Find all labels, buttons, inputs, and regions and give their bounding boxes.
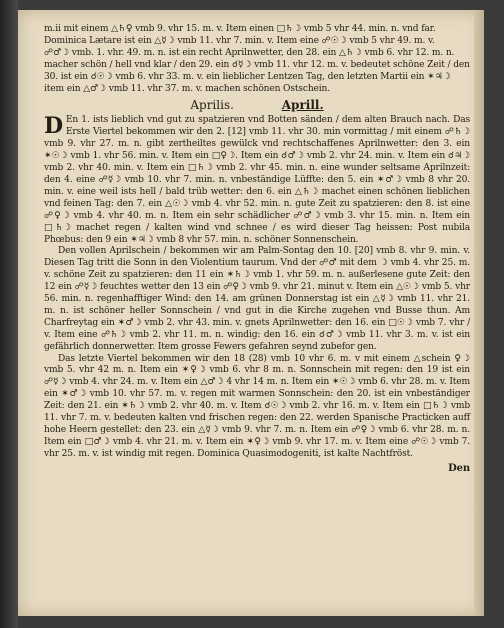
text-line: macher schön / hell vnd klar / den 29. ein ☌☿☽ vmb 11. vhr 12. m. v. bedeutet schöne Zeit / den	[44, 59, 470, 70]
book-binding	[0, 0, 18, 628]
paragraph-1-text: En 1. ists lieblich vnd gut zu spatzieren vnd Botten sänden / dem alten Brauch nach. Das Erste Viertel bekommen wir den 2. [12] vmb 11. vhr 30. min vormittag / mit einem ☍♄☽ vmb 9. vhr 27. m. n. gibt zertheiltes gewülck vnd rechtschaffenes Aprilnwetter: den 3. ein ✶☉☽ vmb 1. vhr 56. min. v. Item ein □♀☽. Item ein ☌♂☽ vmb 2. vhr 24. min. v. Item ein ☌♃☽ vmb 2. vhr 40. min. v. Item ein □♄☽ vmb 2. vhr 45. min. n. eine wunder seltsame Aprilnzeit: den 4. eine ☍☿☽ vmb 10. vhr 7. min. n. vnbeständige Lüffte: den 5. ein ✶♂☽ vmb 8 vhr 20. min. v. eine weil ists hell / bald trüb wetter: den 6. ein △♄☽ machet einen schönen lieblichen vnd feinen Tag: den 7. ein △☉☽ vmb 4. vhr 52. min. n. gute Zeit zu spatzieren: den 8. ist eine ☍♀☽ vmb 4. vhr 40. m. n. Item ein sehr schädlicher ☍♂☽ vmb 3. vhr 15. min. n. Item ein □♄☽ machet regen / kalten wind vnd schnee / es wird dieser Tag heissen: Post nubila Phœbus: den 9 ein ✶♃☽ vmb 8 vhr 57. min. n. schöner Sonnenschein.	[44, 115, 470, 245]
text-line: item ein △♂☽ vmb 11. vhr 37. m. v. machen schönen Ostschein.	[44, 83, 330, 94]
paragraph-1	[44, 115, 470, 246]
book-page	[18, 10, 484, 616]
text-line: Dominica Lætare ist ein △☿☽ vmb 11. vhr 7. min. v. Item eine ☍☉☽ vmb 5 vhr 49. m. v.	[44, 35, 435, 46]
section-heading	[44, 97, 470, 113]
text-line: 30. ist ein ☌☉☽ vmb 6. vhr 33. m. v. ein lieblicher Lentzen Tag, den letzten Martii ein ✶♃☽	[44, 71, 451, 82]
text-line: m.ii mit einem △♄♀ vmb 9. vhr 15. m. v. Item einen □♄☽ vmb 5 vhr 44. min. n. vnd far.	[44, 24, 436, 34]
heading-german: Aprill.	[281, 98, 324, 113]
heading-latin: Aprilis.	[190, 98, 234, 113]
paragraph-2: Den vollen Aprilschein / bekommen wir am Palm-Sontag den 10. [20] vmb 8. vhr 9. min. v. Diesen Tag tritt die Sonn in den Violentium taurum. Vnd der ☍♂ mit dem ☽ vmb 4. vhr 25. m. v. schöne Zeit zu spatzieren: den 11 ein ✶♄☽ vmb 1. vhr 59. m. n. außerlesene gute Zeit: den 12 ein ☍☿☽ feuchtes wetter den 13 ein ☍♀☽ vmb 9. vhr 21. minut v. Item ein △☉☽ vmb 5. vhr 56. min. n. regenhafftiger Wind: den 14. am grünen Donnerstag ist ein △☿☽ vmb 11. vhr 21. m. n. ist schöner heller Sonnschein / vnd gut in die Kirche zugehen vnd Busse thun. Am Charfreytag ein ✶♂☽ vmb 2. vhr 43. min. v. gnets Aprilnwetter: den 16. ein □☉☽ vmb 7. vhr / v. Item eine ☍♄☽ vmb 2. vhr 11. m. n. windig: den 16. ein ☌♂☽ vmb 11. vhr 3. m. v. ist ein gefährlich donnerwetter. Item grosse Fewers gefahren seynd zubefor gen.	[44, 246, 470, 352]
page-edge	[474, 10, 484, 616]
page-text	[44, 24, 470, 475]
text-line: ☍♂☽ vmb. 1. vhr. 49. m. n. ist ein recht Aprilnwetter, den 28. ein △♄☽ vmb 6. vhr 12. m. n.	[44, 47, 455, 58]
paragraph-3: Das letzte Viertel bekommen wir den 18 (28) vmb 10 vhr 6. m. v mit einem △schein ♀☽ vmb 5. vhr 42 m. n. Item ein ✶♀☽ vmb 6. vhr 8 m. n. Sonnschein mit regen: den 19 ist ein ☍☿☽ vmb 4. vhr 24. m. v. Item ein △♂☽ 4 vhr 14 m. n. Item ein ✶☉☽ vmb 6. vhr 28. m. v. Item ein ✶♂☽ vmb 10. vhr 57. m. v. regen mit warmen Sonnschein: den 20. ist ein vnbeständiger Zeit: den 21. ein ✶♄☽ vmb 2. vhr 40. m. v. Item ☌☉☽ vmb 2. vhr 16. m. v. Item ein □♄☽ vmb 11. vhr 7. m. v. bedeuten kalten vnd frischen regen: den 22. werden Spanische Practicken auff hohe Heern gestellet: den 23. ein △☿☽ vmb 9. vhr 7. m. n. Item ein ☍♀☽ vmb 6. vhr 28. m. n. Item ein □♂☽ vmb 4. vhr 21. m. v. Item ein ✶♀☽ vmb 9. vhr 17. m. v. Item eine ☍☉☽ vmb 7. vhr 25. m. v. ist windig mit regen. Dominica Quasimodogeniti, ist kalte Nachtfröst.	[44, 353, 470, 459]
drop-cap: D	[44, 113, 63, 140]
catchword: Den	[448, 462, 470, 474]
